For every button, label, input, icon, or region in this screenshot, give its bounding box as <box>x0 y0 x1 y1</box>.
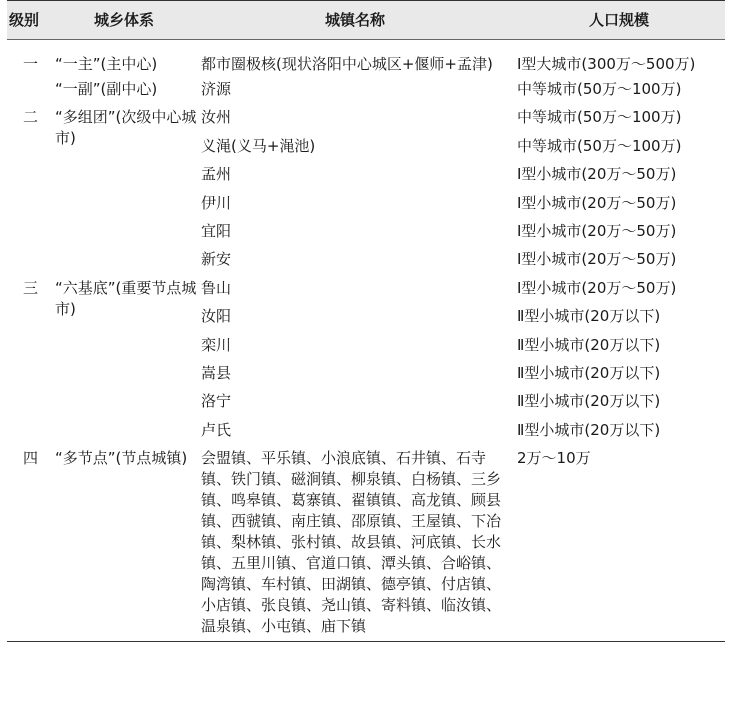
urban-system-table <box>7 0 725 642</box>
cell-level <box>7 387 51 415</box>
cell-population: Ⅱ型小城市(20万以下) <box>517 335 661 354</box>
header-system: 城乡体系 <box>51 1 197 40</box>
cell-name: 栾川 <box>201 335 232 354</box>
cell-system: “一主”(主中心) <box>55 55 158 73</box>
cell-level: 三 <box>23 278 39 297</box>
cell-system: “多组团”(次级中心城市) <box>55 108 197 148</box>
cell-level <box>7 359 51 387</box>
cell-level <box>7 189 51 217</box>
cell-level <box>7 160 51 188</box>
cell-population: Ⅱ型小城市(20万以下) <box>517 420 661 439</box>
cell-level: 二 <box>23 108 39 127</box>
cell-level <box>7 331 51 359</box>
cell-level <box>7 217 51 245</box>
cell-name: 伊川 <box>201 193 232 212</box>
cell-population: Ⅰ型小城市(20万～50万) <box>517 221 677 240</box>
cell-population: Ⅱ型小城市(20万以下) <box>517 363 661 382</box>
cell-name: 嵩县 <box>201 363 232 382</box>
cell-system: “六基底”(重要节点城市) <box>55 278 197 318</box>
cell-level <box>7 75 51 103</box>
cell-level <box>7 302 51 330</box>
cell-population: Ⅰ型大城市(300万～500万) <box>517 55 696 73</box>
cell-population: Ⅰ型小城市(20万～50万) <box>517 250 677 269</box>
table-row <box>7 75 725 103</box>
cell-level <box>7 132 51 160</box>
header-population: 人口规模 <box>513 1 725 40</box>
cell-level: 一 <box>23 55 39 73</box>
table-row <box>7 40 725 76</box>
cell-name: 义渑(义马+渑池) <box>201 136 316 155</box>
cell-population: Ⅰ型小城市(20万～50万) <box>517 278 677 297</box>
cell-population: Ⅰ型小城市(20万～50万) <box>517 165 677 184</box>
table-header-row <box>7 1 725 40</box>
cell-name: 会盟镇、平乐镇、小浪底镇、石井镇、石寺镇、铁门镇、磁涧镇、柳泉镇、白杨镇、三乡镇、鸣皋镇、葛寨镇、翟镇镇、高龙镇、顾县镇、西虢镇、南庄镇、邵原镇、王屋镇、下冶镇、梨林镇、张村镇、故县镇、河底镇、长水镇、五里川镇、官道口镇、潭头镇、合峪镇、陶湾镇、车村镇、田湖镇、德亭镇、付店镇、小店镇、张良镇、尧山镇、寄料镇、临汝镇、温泉镇、小屯镇、庙下镇 <box>197 444 513 642</box>
cell-population: Ⅱ型小城市(20万以下) <box>517 392 661 411</box>
cell-name: 洛宁 <box>201 392 232 411</box>
table-row <box>7 444 725 642</box>
cell-name: 卢氏 <box>201 420 232 439</box>
cell-system: “多节点”(节点城镇) <box>51 444 197 642</box>
cell-population: 中等城市(50万～100万) <box>517 108 682 127</box>
cell-name: 汝州 <box>201 108 232 127</box>
cell-name: 鲁山 <box>201 278 232 297</box>
cell-level: 四 <box>7 444 51 642</box>
cell-level <box>7 245 51 273</box>
cell-population: 中等城市(50万～100万) <box>517 80 682 98</box>
cell-population: Ⅱ型小城市(20万以下) <box>517 307 661 326</box>
cell-name: 宜阳 <box>201 221 232 240</box>
header-name: 城镇名称 <box>197 1 513 40</box>
cell-name: 新安 <box>201 250 232 269</box>
cell-population: 2万～10万 <box>513 444 725 642</box>
cell-name: 济源 <box>201 80 232 98</box>
cell-level <box>7 416 51 444</box>
cell-name: 汝阳 <box>201 307 232 326</box>
cell-name: 都市圈极核(现状洛阳中心城区+偃师+孟津) <box>201 55 493 73</box>
cell-system: “一副”(副中心) <box>55 80 158 98</box>
table-row <box>7 274 725 302</box>
table-row <box>7 103 725 131</box>
header-level: 级别 <box>7 1 51 40</box>
cell-name: 孟州 <box>201 165 232 184</box>
cell-population: 中等城市(50万～100万) <box>517 136 682 155</box>
cell-population: Ⅰ型小城市(20万～50万) <box>517 193 677 212</box>
population-table-container <box>7 0 725 642</box>
